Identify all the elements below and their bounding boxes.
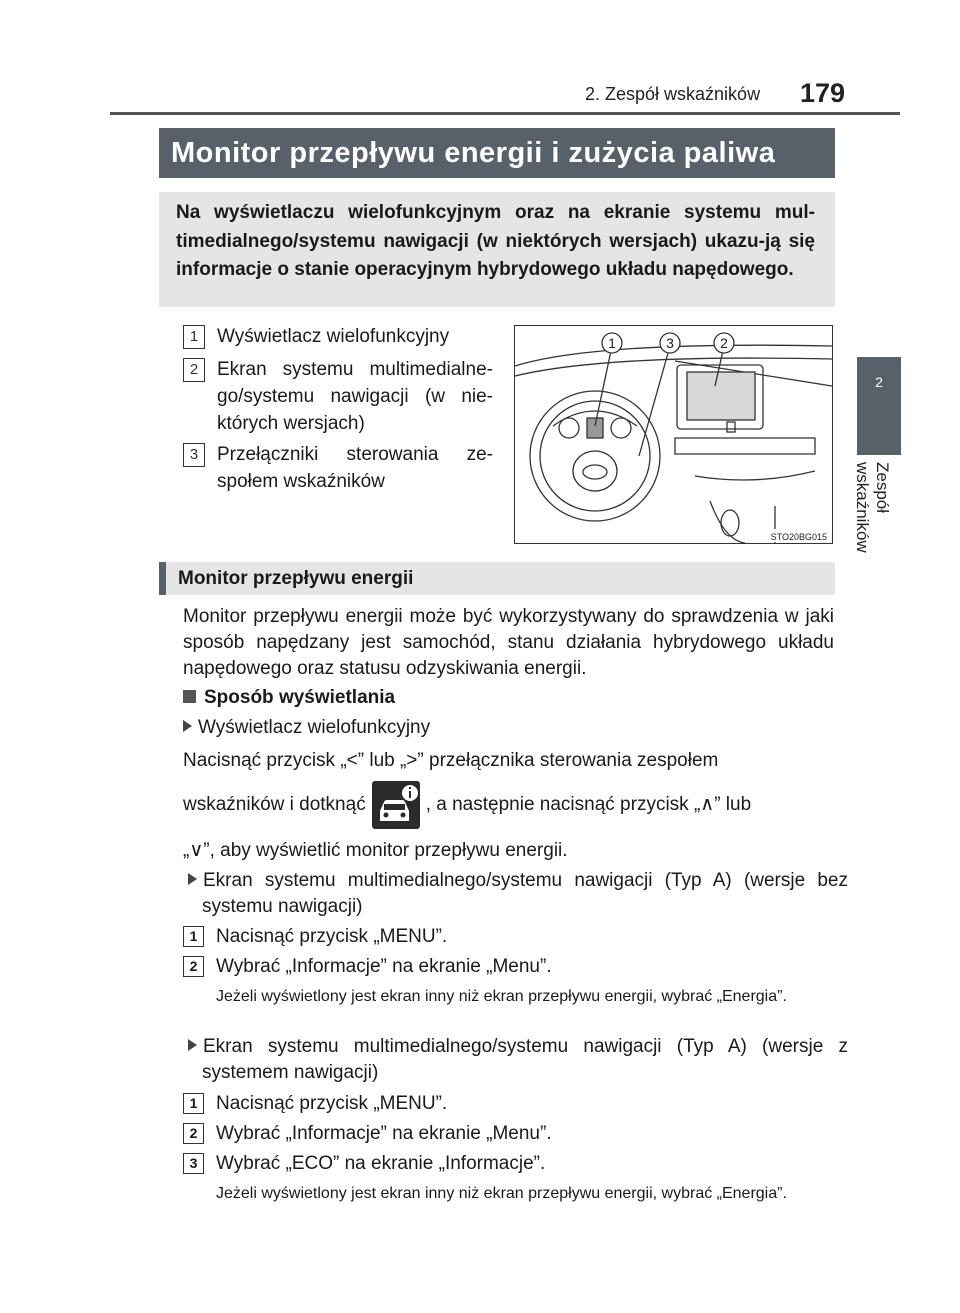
step-3b: 3 Wybrać „ECO” na ekranie „Informacje”. <box>183 1151 834 1177</box>
chapter-tab-label: Zespół wskaźników <box>853 462 892 553</box>
vehicle-info-icon <box>372 781 420 829</box>
step-number: 1 <box>183 926 204 947</box>
page-number: 179 <box>800 78 846 108</box>
header-rule <box>110 112 900 115</box>
step-number: 3 <box>183 1153 204 1174</box>
step-1b: 1 Nacisnąć przycisk „MENU”. <box>183 1091 834 1117</box>
bullet-multi-display: Wyświetlacz wielofunkcyjny <box>183 715 834 741</box>
heading-display-method: Sposób wyświetlania <box>183 685 834 711</box>
running-header-section: 2. Zespół wskaźników <box>585 84 761 104</box>
triangle-bullet-icon <box>188 1039 197 1051</box>
paragraph-instruction-line2: wskaźników i dotknąć , a następnie nacisnąć przycisk „∧” lub <box>183 777 834 833</box>
paragraph-instruction-line1: Nacisnąć przycisk „<” lub „>” przełącznika sterowania zespołem <box>183 750 719 771</box>
callout-3: 3 <box>666 335 674 351</box>
triangle-bullet-icon <box>188 873 197 885</box>
callout-2: 2 <box>720 335 728 351</box>
page-title: Monitor przepływu energii i zużycia paliwa <box>159 128 835 178</box>
chapter-tab[interactable] <box>857 357 901 455</box>
note-1: Jeżeli wyświetlony jest ekran inny niż ekran przepływu energii, wybrać „Energia”. <box>216 988 787 1005</box>
step-2: 2 Wybrać „Informacje” na ekranie „Menu”. <box>183 954 834 980</box>
subsection-heading: Monitor przepływu energii <box>159 562 835 595</box>
legend-number: 1 <box>183 325 205 349</box>
note-2: Jeżeli wyświetlony jest ekran inny niż ekran przepływu energii, wybrać „Energia”. <box>216 1185 787 1202</box>
chapter-tab-number: 2 <box>875 374 883 390</box>
dashboard-drawing <box>515 326 832 543</box>
legend-number: 2 <box>183 358 205 382</box>
legend-text: Przełączniki sterowania ze-społem wskaźników <box>217 444 493 492</box>
triangle-bullet-icon <box>183 720 192 732</box>
step-2b: 2 Wybrać „Informacje” na ekranie „Menu”. <box>183 1121 834 1147</box>
legend-text: Ekran systemu multimedialne-go/systemu nawigacji (w nie-których wersjach) <box>217 359 493 434</box>
step-number: 2 <box>183 956 204 977</box>
legend-text: Wyświetlacz wielofunkcyjny <box>217 326 450 347</box>
legend-item-1 <box>183 323 493 350</box>
bullet-screen-no-nav: Ekran systemu multimedialnego/systemu nawigacji (Typ A) (wersje bez systemu nawigacji) <box>188 868 848 920</box>
paragraph-intro: Monitor przepływu energii może być wykorzystywany do sprawdzenia w jaki sposób napędzany jest samochód, stanu działania hybrydowego układu napędowego oraz statusu odzyskiwania energii. <box>183 606 834 679</box>
callout-1: 1 <box>608 335 616 351</box>
bullet-screen-with-nav: Ekran systemu multimedialnego/systemu nawigacji (Typ A) (wersje z systemem nawigacji) <box>188 1034 848 1086</box>
legend-item-3 <box>183 441 493 495</box>
legend-number: 3 <box>183 443 205 467</box>
step-1: 1 Nacisnąć przycisk „MENU”. <box>183 924 834 950</box>
step-number: 2 <box>183 1123 204 1144</box>
step-number: 1 <box>183 1093 204 1114</box>
figure-code: STO20BG015 <box>770 532 827 542</box>
intro-box: Na wyświetlaczu wielofunkcyjnym oraz na ekranie systemu mul-timedialnego/systemu nawigacji (w niektórych wersjach) ukazu-ją się informacje o stanie operacyjnym hybrydowego układu napędowego. <box>159 192 835 307</box>
dashboard-illustration <box>514 325 833 544</box>
paragraph-instruction-line3: „∨”, aby wyświetlić monitor przepływu energii. <box>183 840 568 861</box>
legend-item-2 <box>183 356 493 437</box>
square-bullet-icon <box>183 690 196 703</box>
